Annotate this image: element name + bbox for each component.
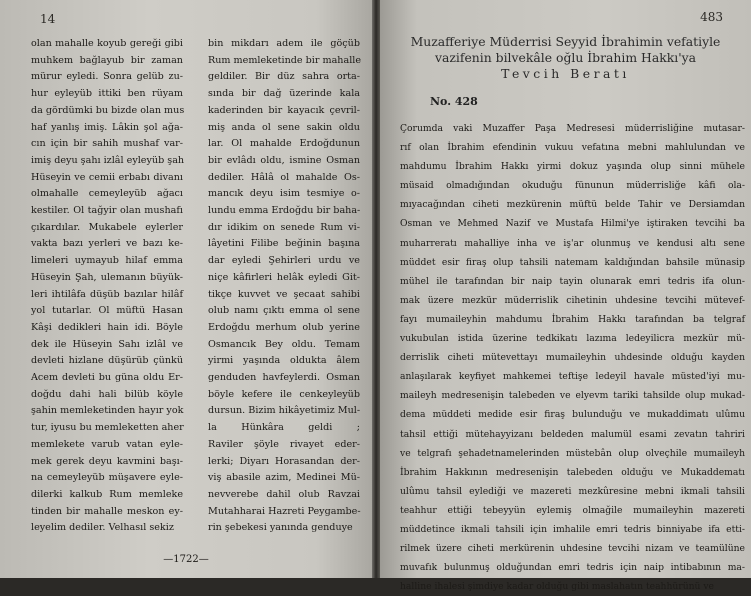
text-line: geldiler. Bir düz sahra orta- [208,71,360,83]
text-line: lundu emma Erdoğdu bir baha- [208,205,361,217]
text-line: leri ihtilâfa düşüb bazılar hilâf [31,288,183,300]
text-line: la Hünkâra geldi ; [208,422,360,434]
text-line: çıkardılar. Mukabele eylerler [31,221,183,233]
text-line: mancık deyu isim tesmiye o- [208,188,360,200]
left-column-1 [31,36,183,546]
text-line: hur eyleyüb ittiki ben rüyam [31,88,183,100]
text-line: ulûmu tahsil eylediği ve mazereti mezkûresine mebni ikmali tahsili [400,485,745,497]
text-line: rilmek üzere ciheti merkürenin uhdesine tevcihi nizam ve teamülüne [400,543,745,555]
text-line: miş anda ol sene sakin oldu [208,121,360,133]
text-line: rıf olan İbrahim efendinin vukuu vefatına mebni mahlulundan ve [400,142,745,154]
text-line: vukubulan istida üzerine tedkikatı lazıma ledeyilicra mezkür mü- [400,333,745,345]
text-line: dek ile Hüseyin Sahı izlâl ve [31,338,183,350]
text-line: kestiler. Ol tağyir olan mushafı [31,205,183,217]
text-line: tahsil ettiği mütehayyizanı beldeden malumül esami zevatın tahriri [400,428,745,440]
text-line: memlekete varub vatan eyle- [31,438,183,450]
text-line: müddet esir firaş olup tahsili natemam kaldığından bahsile münasip [400,256,745,268]
text-line: yol tutarlar. Ol müftü Hasan [31,305,183,317]
text-line: niçe kâfirleri helâk eyledi Git- [208,271,360,283]
text-line: olub namı çıktı emma ol sene [208,305,360,317]
text-line: Raviler şöyle rivayet eder- [208,438,360,450]
right-page [380,0,751,593]
text-line: mıyacağından ciheti mezkürenin müftü belde Tahir ve Dersiamdan [400,199,745,211]
text-line: Çorumda vaki Muzaffer Paşa Medresesi müderrisliğine mutasar- [400,123,745,134]
text-line: Osman ve Mehmed Nazif ve Mustafa Hilmi'ye iştiraken tevcihi ba [400,218,745,230]
text-line: doğdu dahi hali bilüb köyle [31,388,183,400]
text-line: lâyetini Filibe beğinin başına [208,238,360,250]
text-line: Rum memleketinde bir mahalle [208,54,362,66]
text-line: tikçe kuvvet ve şecaat sahibi [208,288,360,300]
document-title-line-1: Muzafferiye Müderrisi Seyyid İbrahimin vefatiyle [410,34,721,49]
text-line: halline ihalesi şimdiye kadar olduğu gibi maslahatın teahhürünü ve [400,581,714,593]
text-line: dema müddeti medide esir firaş bulunduğu ve mukaddimatı ulûmu [400,409,745,421]
text-line: bir evlâdı oldu, ismine Osman [208,154,360,166]
left-page-footer: —1722— [163,554,209,565]
text-line: leyelim dediler. Velhasıl sekiz [31,522,174,534]
text-line: Kâşi dedikleri hain idi. Böyle [31,321,183,333]
text-line: ve telgrafı şehadetnamelerinden müstebân olup olveçhile mumaileyh [400,447,745,459]
text-line: tinden bir mahalle meskon ey- [31,505,183,517]
text-line: müsaid olmadığından okuduğu fünunun müderrisliğe kâfi ola- [400,180,745,192]
text-line: maileyh medresenişin talebeden ve elyevm tariki tahsilde olup mukad- [400,390,745,402]
text-line: tur, iyusu bu memleketten aher [31,422,184,434]
document-number: No. 428 [430,95,478,108]
document-title-line-3: Tevcih Beratı [501,66,630,81]
text-line: genduden havfeylerdi. Osman [208,372,360,384]
text-line: devleti hizlane düşürüb çünkü [31,355,183,367]
document-body [400,119,745,593]
text-line: kaderinden bir kayacık çevril- [208,104,360,116]
text-line: lerki; Diyarı Horasandan der- [208,455,360,467]
text-line: Osmancık Bey oldu. Temam [208,338,360,350]
text-line: muharreratı mahalliye inha ve iş'ar olunmuş ve kendusi altı sene [400,237,745,249]
text-line: böyle kefere ile cenkeyleyüb [208,388,360,400]
text-line: imiş deyu şahı izlâl eyleyüb şah [31,154,185,166]
text-line: Hüseyin Şah, ulemanın büyük- [31,271,183,283]
text-line: mürur eyledi. Sonra gelüb zu- [31,71,183,83]
book-gutter [372,0,380,578]
text-line: na cemeyleyüb müşavere eyle- [31,472,183,484]
text-line: mahdumu İbrahim Hakkı yirmi dokuz yaşında olup sinni mühele [400,161,745,173]
text-line: fayı mumaileyhin mahdumu İbrahim Hakkı tarafından ba telgraf [400,313,745,325]
right-page-number: 483 [700,10,723,24]
text-line: olmahalle cemeyleyüb ağacı [31,188,183,200]
text-line: mek gerek deyu kavmini başı- [31,455,183,467]
text-line: nevverebe dahil olub Ravzai [208,488,360,500]
text-line: İbrahim Hakkının medresenişin talebeden olduğu ve Mukaddematı [400,466,745,478]
text-line: Hüseyin ve cemii erbabı divanı [31,171,183,183]
text-line: Acem devleti bu güna oldu Er- [31,372,183,384]
text-line: muhkem bağlayub bir zaman [31,54,183,66]
text-line: olan mahalle koyub gereği gibi [31,38,183,49]
text-line: derrislik ciheti mütevettayı mumaileyhin uhdesinde olduğu kayden [400,352,745,364]
text-line: dursun. Bizim hikâyetimiz Mul- [208,405,361,417]
text-line: limeleri uymayub hilaf emma [31,255,183,267]
left-page-number: 14 [40,12,56,26]
text-line: Mutahharai Hazreti Peygambe- [208,505,361,517]
text-line: haf yanlış imiş. Lâkin şol ağa- [31,121,183,133]
text-line: müddetince ikmali tahsili için imhalile emri tedris binniyabe ifa etti- [400,523,745,535]
text-line: vakta bazı yerleri ve bazı ke- [31,238,183,250]
text-line: dediler. Hâlâ ol mahalde Os- [208,171,360,183]
left-page [0,0,372,578]
text-line: rin şebekesi yanında genduye [208,522,353,534]
document-title-line-2: vazifenin bilvekâle oğlu İbrahim Hakkı'ya [435,50,696,65]
text-line: anlaşılarak keyfiyet mahkemei teftişe ledeyil havale müsted'iyi mu- [400,371,745,383]
text-line: dilerki kalkub Rum memleke [31,488,183,500]
left-column-2 [208,36,360,546]
text-line: dır idikim on senede Rum vi- [208,221,360,233]
text-line: mühel ile tarafından bir naip tayin olunarak emri tedris ifa olun- [400,275,745,287]
text-line: muvafık bulunmuş olduğundan emri tedris için naip intibabının ma- [400,562,745,574]
text-line: cın için bir sahih mushaf var- [31,138,183,150]
text-line: lar. Ol mahalde Erdoğdunun [208,138,360,150]
text-line: da gördümki bu bizde olan mus [31,104,185,116]
text-line: yirmi yaşında oldukta âlem [208,355,360,367]
text-line: viş abasile azim, Medinei Mü- [208,472,360,484]
text-line: Erdoğdu merhum olub yerine [208,321,360,333]
text-line: bin mikdarı adem ile göçüb [208,38,360,49]
text-line: teahhur ettiği tebeyyün eylemiş olmağile mumaileyhin mazereti [400,504,745,516]
text-line: mak üzere mezkür müderrislik cihetinin uhdesine tevcihi mütevef- [400,294,745,306]
text-line: şahin memleketinden hayır yok [31,405,184,417]
text-line: dar eyledi Şehirleri urdu ve [208,255,360,267]
text-line: sında bir dağ üzerinde kala [208,88,360,100]
